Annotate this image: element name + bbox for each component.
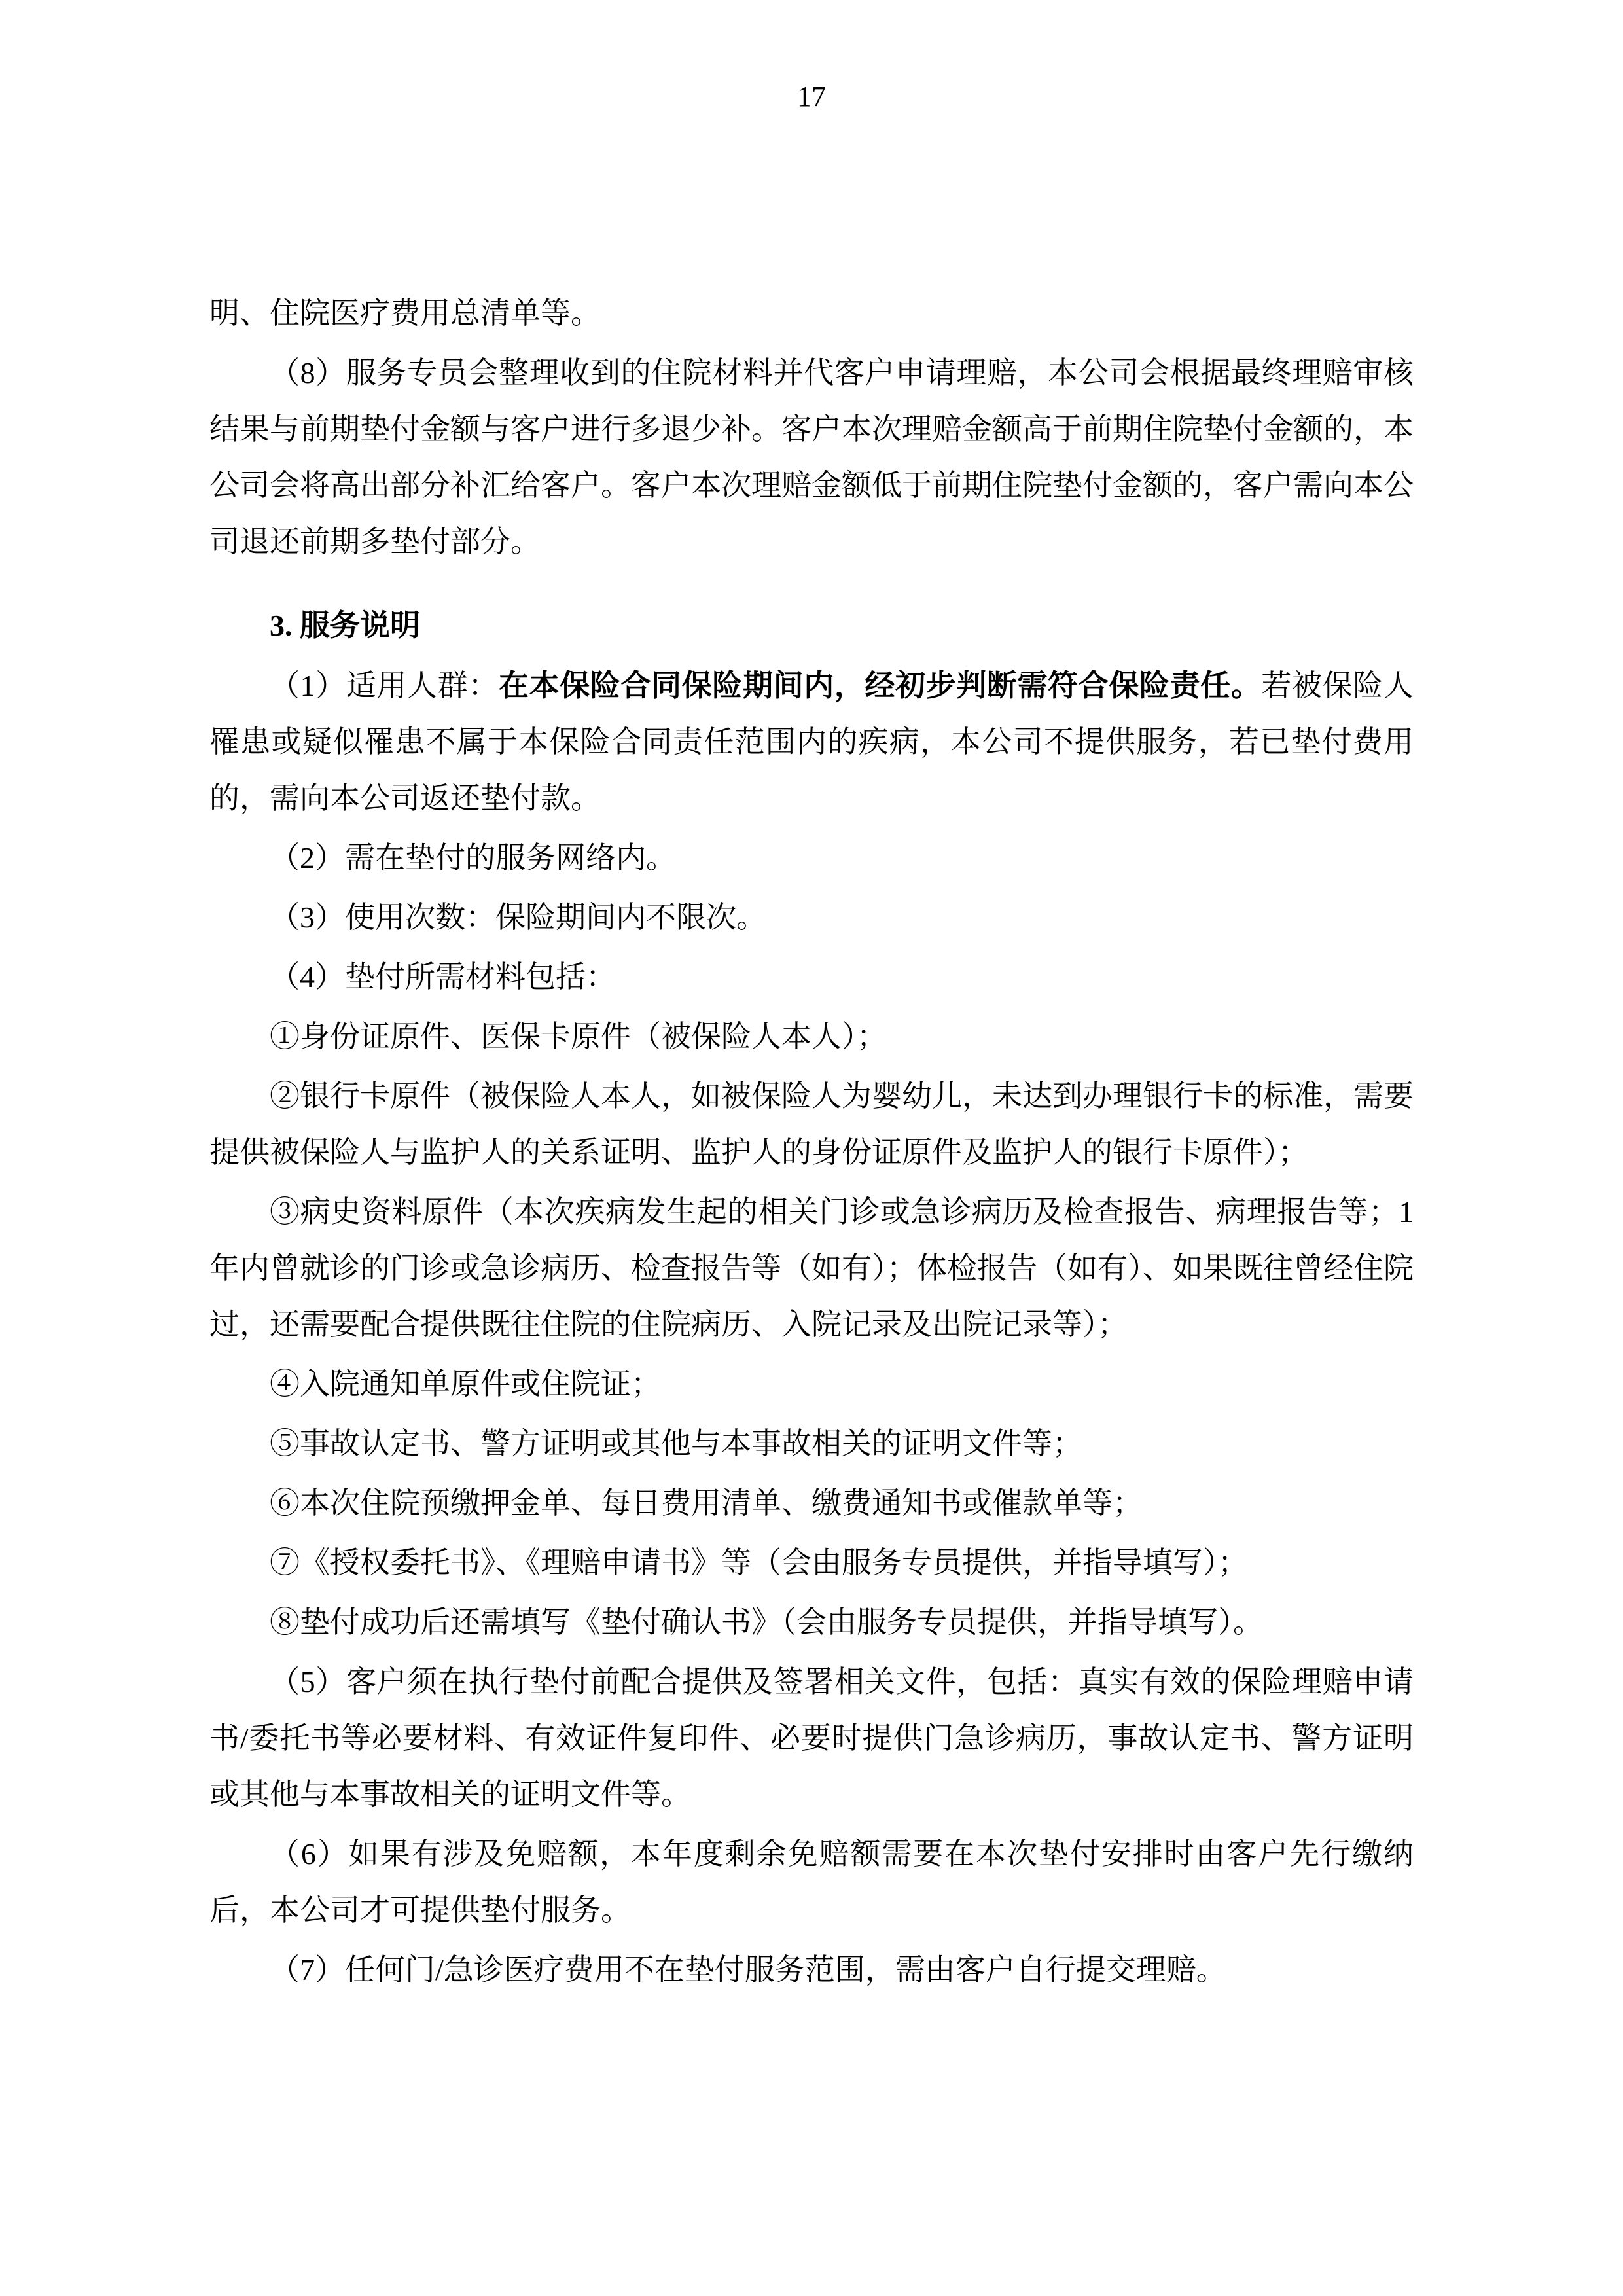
text-run: ②银行卡原件（被保险人本人，如被保险人为婴幼儿，未达到办理银行卡的标准，需要提供被保险人与监护人的关系证明、监护人的身份证原件及监护人的银行卡原件）； — [209, 1079, 1414, 1169]
text-run: 明、住院医疗费用总清单等。 — [209, 296, 601, 330]
document-body — [209, 285, 1414, 1998]
paragraph — [209, 1654, 1414, 1823]
paragraph — [209, 1535, 1414, 1591]
paragraph — [209, 1356, 1414, 1412]
paragraph — [209, 889, 1414, 946]
paragraph — [209, 285, 1414, 342]
paragraph — [209, 1594, 1414, 1651]
text-run: ⑦《授权委托书》、《理赔申请书》等（会由服务专员提供，并指导填写）； — [270, 1546, 1248, 1579]
text-run: ③病史资料原件（本次疾病发生起的相关门诊或急诊病历及检查报告、病理报告等；1年内曾就诊的门诊或急诊病历、检查报告等（如有）；体检报告（如有）、如果既往曾经住院过，还需要配合提供既往住院的住院病历、入院记录及出院记录等）； — [209, 1195, 1414, 1341]
paragraph — [209, 1068, 1414, 1181]
text-run: （5）客户须在执行垫付前配合提供及签署相关文件，包括：真实有效的保险理赔申请书/委托书等必要材料、有效证件复印件、必要时提供门急诊病历，事故认定书、警方证明或其他与本事故相关的证明文件等。 — [209, 1665, 1414, 1811]
paragraph — [209, 1826, 1414, 1939]
paragraph — [209, 1009, 1414, 1065]
text-run: 3. 服务说明 — [270, 609, 420, 642]
paragraph — [209, 949, 1414, 1005]
section-heading — [209, 598, 1414, 654]
text-run: （2）需在垫付的服务网络内。 — [270, 841, 676, 874]
paragraph — [209, 1184, 1414, 1353]
paragraph — [209, 1475, 1414, 1532]
paragraph — [209, 345, 1414, 570]
text-run: （7）任何门/急诊医疗费用不在垫付服务范围，需由客户自行提交理赔。 — [270, 1953, 1226, 1986]
text-run: ①身份证原件、医保卡原件（被保险人本人）； — [270, 1020, 887, 1053]
text-run: （3）使用次数：保险期间内不限次。 — [270, 901, 766, 934]
text-run: ④入院通知单原件或住院证； — [270, 1367, 661, 1401]
paragraph — [209, 658, 1414, 827]
text-run: （1）适用人群： — [270, 669, 499, 702]
paragraph — [209, 830, 1414, 886]
text-run: 若被保险人罹患或疑似罹患不属于本保险合同责任范围内的疾病，本公司不提供服务，若已垫付费用的，需向本公司返还垫付款。 — [209, 669, 1414, 815]
text-run: （8）服务专员会整理收到的住院材料并代客户申请理赔，本公司会根据最终理赔审核结果与前期垫付金额与客户进行多退少补。客户本次理赔金额高于前期住院垫付金额的，本公司会将高出部分补汇给客户。客户本次理赔金额低于前期住院垫付金额的，客户需向本公司退还前期多垫付部分。 — [209, 356, 1414, 558]
text-run: ⑤事故认定书、警方证明或其他与本事故相关的证明文件等； — [270, 1427, 1082, 1460]
text-run: （4）垫付所需材料包括： — [270, 960, 616, 994]
paragraph — [209, 1942, 1414, 1998]
text-run: ⑥本次住院预缴押金单、每日费用清单、缴费通知书或催款单等； — [270, 1486, 1143, 1520]
text-run: （6）如果有涉及免赔额，本年度剩余免赔额需要在本次垫付安排时由客户先行缴纳后，本公司才可提供垫付服务。 — [209, 1837, 1414, 1927]
text-run: 在本保险合同保险期间内，经初步判断需符合保险责任。 — [498, 669, 1262, 702]
paragraph — [209, 1416, 1414, 1472]
text-run: ⑧垫付成功后还需填写《垫付确认书》（会由服务专员提供，并指导填写）。 — [270, 1605, 1263, 1639]
page-number: 17 — [797, 81, 826, 113]
